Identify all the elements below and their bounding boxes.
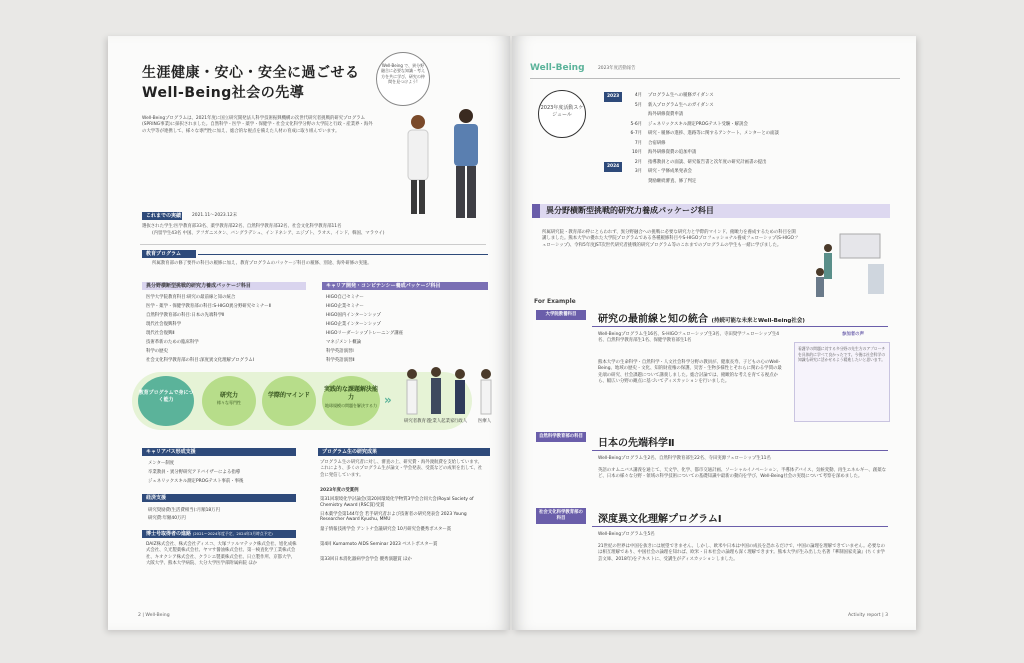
award-item: 第33回日本消化器病学会学会 優秀演題賞 ほか (320, 557, 412, 562)
skill-intro: 教育プログラムで身につく能力 (138, 376, 194, 426)
intro-text: Well-Beingプログラムは、2021年度に国立研究開発法人科学技術振興機構の次世代研究者挑戦的研究プログラム(SPRING事業)に採択されました。自然科学・医学・薬学・保健学・社会文化科学分野の大学院と行政・産業界・海外の大学等が連携して、様々な専門性に加え、総合的な視点を備えた人材の育成に取り組んでいます。 (142, 116, 373, 134)
award-heading: 2023年度の受賞例 (320, 488, 359, 493)
edu-label: 教育プログラム (142, 250, 196, 258)
result-label: プログラム生の研究成果 (318, 448, 490, 456)
schedule-circle: 2023年度活動スケジュール (538, 90, 586, 138)
schedule-item: 奨励継続審査、修了判定 (648, 178, 697, 184)
result-text: プログラム生の研究者に対し、審査の上、研究費・海外渡航費を支給しています。これにより、多くのプログラム生が論文・学会発表、受賞などの成果を出して、社会に発信しています。 (320, 460, 483, 478)
schedule-month: 6-7月 (630, 131, 642, 136)
course-3-tag: 社会文化科学教育部の科目 (536, 508, 586, 524)
course-1-meta: Well-Beingプログラム生16名、S-HIGOフェローシップ生3名、寺田奨学フェローシップ生4名、自然科学教育部生1名、保健学教育部生1名 (598, 332, 780, 344)
pkg-item: 科学の歴史 (146, 349, 168, 354)
career-item: HIGO企業インターンシップ (326, 322, 381, 327)
pkg-item: 社会文化科学教育部の科目:深度異文化理解プログラムⅠ (146, 358, 255, 363)
pkg-item: 技術革新のための臨床科学 (146, 340, 199, 345)
role-2: 企業人起業家 (428, 419, 455, 424)
cooperation-label-text: 博士号取得者の進路 (146, 531, 192, 537)
record-label: これまでの実績 (142, 212, 182, 220)
right-footer: Activity report | 3 (847, 613, 888, 618)
page-title-line2: Well-Being社会の先導 (142, 85, 305, 101)
career-item: HIGO自己セミナー (326, 295, 364, 300)
schedule-item: 指導教員との面談、研究報告書と次年度の研究計画書の提出 (648, 159, 767, 165)
for-example: For Example (534, 298, 576, 305)
finance-1: 研究奨励費(生活費相当):月額18万円 (148, 508, 220, 513)
people-photo (396, 106, 506, 226)
course-1-tag: 大学院教養科目 (536, 310, 586, 320)
award-item: 日本薬学会第144年会 若手研究者および技術者の研究発表会 2023 Young Researcher Award Kyushu, MMU (320, 512, 467, 522)
schedule-item: 海外研修資費申請 (648, 112, 684, 117)
course-1-body: 熊本大学の生命科学・自然科学・人文社会科学分野の教員が、健康長寿、子どもの心のWell-Being、地域の歴史・文化、知的財産権の保護、災害・生物多様性とそれらに関わる学問の最先端の研究、社会課題について講義しました。総合討論では、俯瞰的な考えを育てる視点から、幅広い分野の観点に基づいてディスカッションを行いました。 (598, 360, 782, 385)
career-support-item: 卒業教員・異分野研究アドバイザーによる指導 (148, 470, 241, 475)
skill-3-sub: 地球規模の問題を解決する力 (325, 402, 377, 408)
pkg-item: 現代社会復興科学 (146, 322, 182, 327)
award-item: 第4回 Kumamoto AIDS Seminar 2023 ベストポスター賞 (320, 542, 438, 547)
career-item: HIGO国内インターンシップ (326, 313, 381, 318)
schedule-month: 4月 (634, 93, 642, 98)
magazine-spread (108, 36, 916, 630)
pkg-intro: 所属研究院・教育部の枠にとらわれず、異分野融合への挑戦に必要な研究力と学際的マインド、俯瞰力を養成するための科目を開講しました。熊本大学の優れた大学院プログラムである各種履修科目やS-HIGOプロフェッショナル養成フェローシップ(S-HIGOフェローシップ)、令和5年度JST次世代研究者挑戦的研究プログラム等のこれまでのプログラムの学生も一緒に学びました。 (542, 230, 799, 248)
skill-2-label: 学際的マインド (268, 392, 310, 399)
course-2-tag: 自然科学教育部の科目 (536, 432, 586, 442)
course-2-title: 日本の先端科学Ⅱ (598, 438, 675, 449)
schedule-month: 3月 (634, 169, 642, 174)
finance-2: 研究費:年額40万円 (148, 516, 186, 521)
pkg-label: 異分野横断型挑戦的研究力養成パッケージ科目 (142, 282, 306, 290)
course-1-title-text: 研究の最前線と知の統合 (598, 314, 708, 325)
career-item: HIGOリーダーシップトレーニング講座 (326, 331, 404, 336)
schedule-item: 研究・学修成果発表会 (648, 169, 692, 174)
schedule-item: 研究・履修の進捗、進路等に関するアンケート、メンターとの面談 (648, 131, 779, 136)
finance-label: 経済支援 (142, 494, 296, 502)
lecture-illustration (812, 230, 902, 300)
career-item: HIGO企業セミナー (326, 304, 364, 309)
record-text: 選抜された学生:医学教育部33名、薬学教育部22名、自然科学教育部32名、社会文化科学教育部11名 (142, 224, 342, 229)
note-title: 参加者の声 (842, 332, 864, 337)
cooperation-period: (2021〜2024年度予定、2024年3月時点予定) (192, 531, 273, 536)
pkg-item: 医学大学院教育科目:研究の最前線と知の統合 (146, 295, 236, 300)
career-label: キャリア開発・コンピテンシー養成パッケージ科目 (322, 282, 488, 290)
schedule-item: プログラム生への履修ガイダンス (648, 93, 714, 98)
edu-text: 所属教育部の修了要件の科目の履修に加え、教育プログラムのパッケージ科目の履修、別途、海外研修の実施。 (152, 261, 372, 266)
course-1-title (598, 310, 805, 325)
left-page (108, 36, 510, 630)
schedule-item: 海外研修資費の追加申請 (648, 150, 697, 155)
schedule-item: 合宿研修 (648, 140, 666, 146)
role-1: 研究者教育者 (404, 419, 431, 424)
cooperation-text: DAIZ株式会社、株式会社ディスコ、大塚ファルマテック株式会社、旭化成株式会社、久光製薬株式会社、ヤマサ醤油株式会社、第一検査化学工業株式会社、キオクシア株式会社、クラシエ製薬株式会社、日立製作所、京都大学、大阪大学、熊本大学病院、大分大学医学部附属病院 ほか (146, 542, 297, 567)
pkg-item: 医学・薬学・保健学教育部の科目:S-HIGO異分野研究セミナーⅡ (146, 304, 271, 309)
schedule-month: 10月 (632, 150, 642, 155)
career-support-label: キャリアパス形成支援 (142, 448, 296, 456)
role-3: 行政人 (454, 419, 468, 424)
right-page (512, 36, 916, 630)
skill-3 (322, 376, 380, 426)
left-footer: 2 | Well-Being (138, 613, 170, 618)
award-item: 第31回環境化学討論会(第20回環境化学物質3学会合同大会)Royal Society of Chemistry Award (RSC賞)受賞 (320, 497, 474, 508)
year-2023: 2023 (604, 92, 622, 102)
skill-1 (202, 376, 256, 426)
career-item: 科学英語演習Ⅱ (326, 358, 355, 363)
year-2024: 2024 (604, 162, 622, 172)
arrows-icon: » (384, 393, 392, 407)
course-3-title: 深度異文化理解プログラムⅠ (598, 514, 722, 525)
schedule-item: 新入プログラム生へのガイダンス (648, 102, 714, 108)
roles-illustration (400, 362, 510, 442)
schedule-month: 5月 (634, 102, 642, 108)
career-item: 科学英語演習Ⅰ (326, 349, 354, 354)
schedule-month: 7月 (634, 140, 642, 146)
participant-note: 看護学の問題に対する多分野の先生方のアプローチを具体的に学べて良かったです。今後は社会科学の知識も研究に活かせるよう精進したいと思います。 (794, 342, 890, 422)
skill-3-label: 実践的な課題解決能力 (323, 386, 378, 401)
course-2-body: 英語のオムニバス講義を通じて、天文学、化学、都市交通計画、ソーシャルイノベーション、半導体デバイス、気候変動、再生エネルギー、創薬など、日本の様々な分野・領域の科学技術についての基礎知識や最新の動向を学び、Well-Being社会の実現について考察を深めました。 (598, 468, 886, 480)
speech-bubble: Well-Being で、異分野融合に必要な知識・考え方を共に学び、研究の仲間を見つけよう! (376, 52, 430, 106)
pkg-item: 自然科学教育部の科目:日本の先端科学Ⅱ (146, 313, 225, 318)
logo: Well-Being (530, 63, 585, 73)
page-title-line1: 生涯健康・安心・安全に過ごせる (142, 65, 360, 81)
role-4: 医療人 (478, 419, 492, 424)
schedule-item: ジェネリックスキル測定PROGテスト受験・解説会 (648, 121, 748, 127)
career-item: マネジメント概論 (326, 340, 361, 345)
skill-1-label: 研究力 (219, 392, 238, 399)
schedule-month: 5-6月 (630, 121, 642, 127)
career-support-item: メンター制度 (148, 461, 175, 466)
skill-2 (262, 376, 316, 426)
course-1-subtitle: (持続可能な未来とWell-Being社会) (711, 318, 805, 324)
cooperation-label (142, 530, 296, 538)
skill-1-sub: 様々な専門性 (217, 400, 241, 405)
report-title: 2023年度活動報告 (598, 66, 636, 71)
course-3-meta: Well-Beingプログラム生5名 (598, 532, 655, 537)
schedule-month: 2月 (634, 159, 642, 165)
course-3-body: 21世紀の世界は中国を抜きには展望できません。しかし、欧米や日本は中国の成長を恐れるだけで、中国の論理を理解できていません。必要なのは相互理解であり、中国社会の論理を知れば、欧米・日本社会の論理も深く理解できます。熊本大学が生み出した名著『華制国家史論』(ちくま学芸文庫、2018年)をテキストに、受講生がディスカッションしました。 (598, 544, 886, 562)
record-period: 2021.11〜2023.12末 (192, 213, 238, 218)
pkg-item: 現代社会復興Ⅱ (146, 331, 175, 336)
award-item: 量子情報技術学会 アントナ会議研究会 10月研究会優秀ポスター賞 (320, 527, 452, 532)
career-support-item: ジェネリックスキル測定PROGテスト事前・事後 (148, 479, 244, 484)
record-text-2: (内留学生43名 中国、アフガニスタン、バングラデシュ、インドネシア、エジプト、ラオス、インド、韓国、マラウイ) (152, 231, 385, 236)
pkg-heading: 異分野横断型挑戦的研究力養成パッケージ科目 (532, 204, 890, 218)
course-2-meta: Well-Beingプログラム生2名、自然科学教育部生22名、寺田実源フェローシップ生11名 (598, 456, 771, 461)
